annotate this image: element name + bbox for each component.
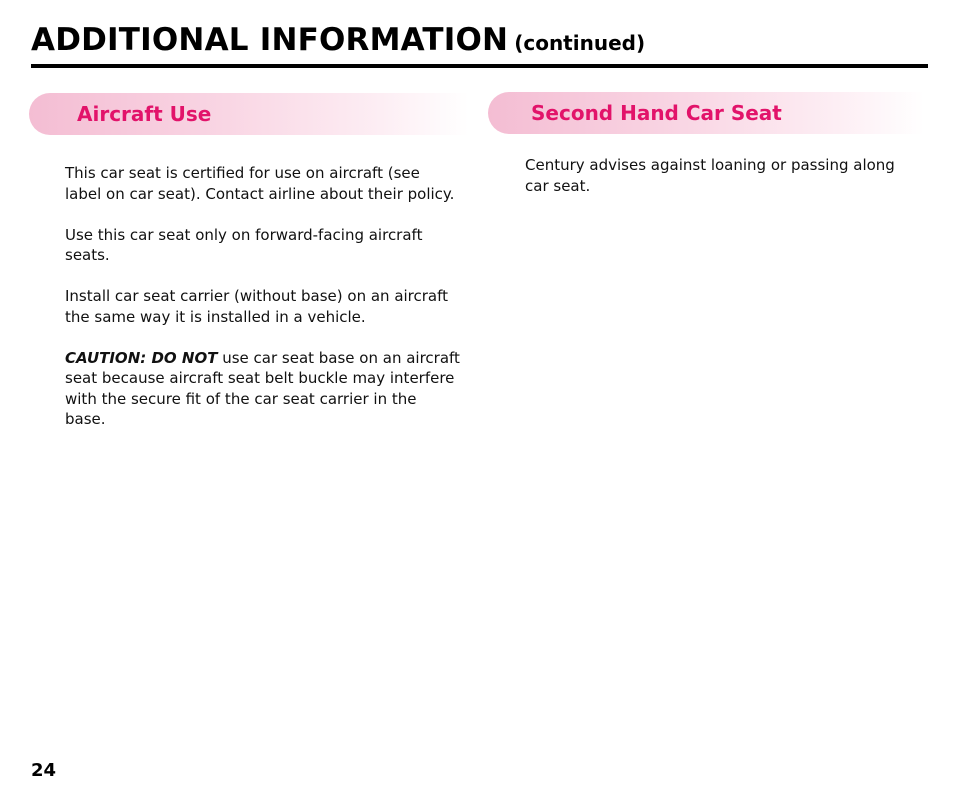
section-banner-aircraft-use — [29, 93, 469, 135]
paragraph: Use this car seat only on forward-facing aircraft seats. — [65, 225, 423, 264]
header-rule — [31, 64, 928, 68]
second-hand-car-seat-body — [525, 155, 895, 217]
section-banner-second-hand-car-seat — [488, 92, 924, 134]
page-title: ADDITIONAL INFORMATION — [31, 22, 509, 58]
paragraph: Century advises against loaning or passing along car seat. — [525, 156, 895, 195]
caution-paragraph — [65, 348, 460, 430]
section-heading-aircraft-use: Aircraft Use — [77, 102, 212, 126]
section-heading-second-hand-car-seat: Second Hand Car Seat — [531, 101, 782, 125]
paragraph: This car seat is certified for use on aircraft (see label on car seat). Contact airline about their policy. — [65, 164, 455, 203]
caution-label: CAUTION: DO NOT — [65, 348, 218, 367]
page-number: 24 — [31, 760, 57, 781]
caution-text: use car seat base on an aircraft seat because aircraft seat belt buckle may interfere with the secure fit of the car seat carrier in the base. — [65, 348, 460, 428]
page-subtitle: (continued) — [514, 31, 646, 55]
page-header — [31, 22, 927, 66]
aircraft-use-body — [65, 163, 460, 450]
paragraph: Install car seat carrier (without base) on an aircraft the same way it is installed in a vehicle. — [65, 287, 449, 326]
